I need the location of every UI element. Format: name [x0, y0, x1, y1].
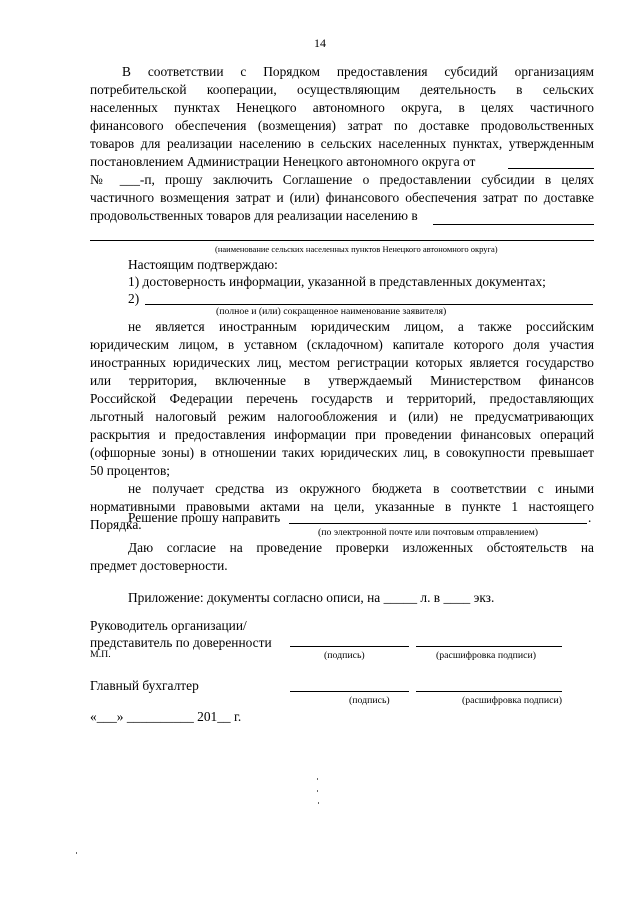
foreign-line: Российской Федерации перечень государств и территорий, предоставляющих [90, 391, 594, 406]
stamp-label: М.П. [90, 649, 111, 660]
scan-speck [317, 778, 318, 780]
decision-period: . [588, 510, 592, 525]
foreign-line: или территория, включенные в утверждаемый Министерством финансов [90, 373, 594, 388]
head-label: Руководитель организации/ [90, 618, 247, 633]
accountant-signature-blank[interactable] [290, 691, 409, 692]
resolution-date-blank[interactable] [508, 168, 594, 169]
foreign-line: иностранных юридических лиц, местом регистрации которых является государство [90, 355, 594, 370]
accountant-signature-caption: (подпись) [349, 695, 390, 706]
decision-caption: (по электронной почте или почтовым отправлением) [318, 527, 539, 538]
decision-label: Решение прошу направить [128, 510, 281, 525]
intro-line: № ___-п, прошу заключить Соглашение о предоставлении субсидии в целях [90, 172, 594, 187]
page-number: 14 [314, 36, 326, 50]
head-label: представитель по доверенности [90, 635, 272, 650]
budget-line: нормативными правовыми актами на цели, указанные в пункте 1 настоящего [90, 499, 594, 514]
consent-line: Даю согласие на проведение проверки изложенных обстоятельств на [128, 540, 594, 555]
settlement-caption: (наименование сельских населенных пунктов Ненецкого автономного округа) [215, 244, 498, 254]
intro-line: населенных пунктах Ненецкого автономного округа, в целях частичного [90, 100, 594, 115]
intro-line: В соответствии с Порядком предоставления субсидий организациям [122, 64, 594, 79]
intro-line: продовольственных товаров для реализации населению в [90, 208, 418, 223]
intro-line: потребительской кооперации, осуществляющим деятельность в сельских [90, 82, 594, 97]
head-decoding-blank[interactable] [416, 646, 562, 647]
settlement-blank-1[interactable] [433, 224, 594, 225]
foreign-line: юридическим лицом, в уставном (складочном) капитале которого доля участия [90, 337, 594, 352]
foreign-line: льготный налоговый режим налогообложения и (или) не предусматривающих [90, 409, 594, 424]
head-signature-caption: (подпись) [324, 650, 365, 661]
decision-method-blank[interactable] [289, 523, 587, 524]
intro-line: финансового обеспечения (возмещения) затрат по доставке продовольственных [90, 118, 594, 133]
accountant-decoding-caption: (расшифровка подписи) [462, 695, 563, 706]
confirm-item-2: 2) [128, 291, 140, 306]
accountant-label: Главный бухгалтер [90, 678, 199, 693]
scan-speck [76, 852, 77, 854]
foreign-line: 50 процентов; [90, 463, 170, 478]
foreign-line: не является иностранным юридическим лицом, а также российским [128, 319, 594, 334]
intro-line: товаров для реализации населению в сельских населенных пунктах, утвержденным [90, 136, 594, 151]
budget-line: не получает средства из окружного бюджета в соответствии с иными [128, 481, 594, 496]
scan-speck [317, 790, 318, 792]
confirm-heading: Настоящим подтверждаю: [128, 257, 278, 272]
applicant-name-blank[interactable] [145, 304, 593, 305]
budget-line: Порядка. [90, 517, 142, 532]
confirm-item-1: 1) достоверность информации, указанной в представленных документах; [128, 274, 546, 289]
attachment-text: Приложение: документы согласно описи, на _____ л. в ____ экз. [128, 590, 495, 605]
intro-line: постановлением Администрации Ненецкого автономного округа от [90, 154, 476, 169]
settlement-blank-2[interactable] [90, 240, 594, 241]
consent-line: предмет достоверности. [90, 558, 228, 573]
head-signature-blank[interactable] [290, 646, 409, 647]
date-line: «___» __________ 201__ г. [90, 709, 242, 724]
head-decoding-caption: (расшифровка подписи) [436, 650, 537, 661]
foreign-line: раскрытия и предоставления информации при проведении финансовых операций [90, 427, 594, 442]
applicant-caption: (полное и (или) сокращенное наименование заявителя) [216, 306, 447, 317]
scan-speck [318, 802, 319, 804]
foreign-line: (офшорные зоны) в отношении таких юридических лиц, в совокупности превышает [90, 445, 594, 460]
accountant-decoding-blank[interactable] [416, 691, 562, 692]
intro-line: частичного возмещения затрат и (или) финансового обеспечения затрат по доставке [90, 190, 594, 205]
